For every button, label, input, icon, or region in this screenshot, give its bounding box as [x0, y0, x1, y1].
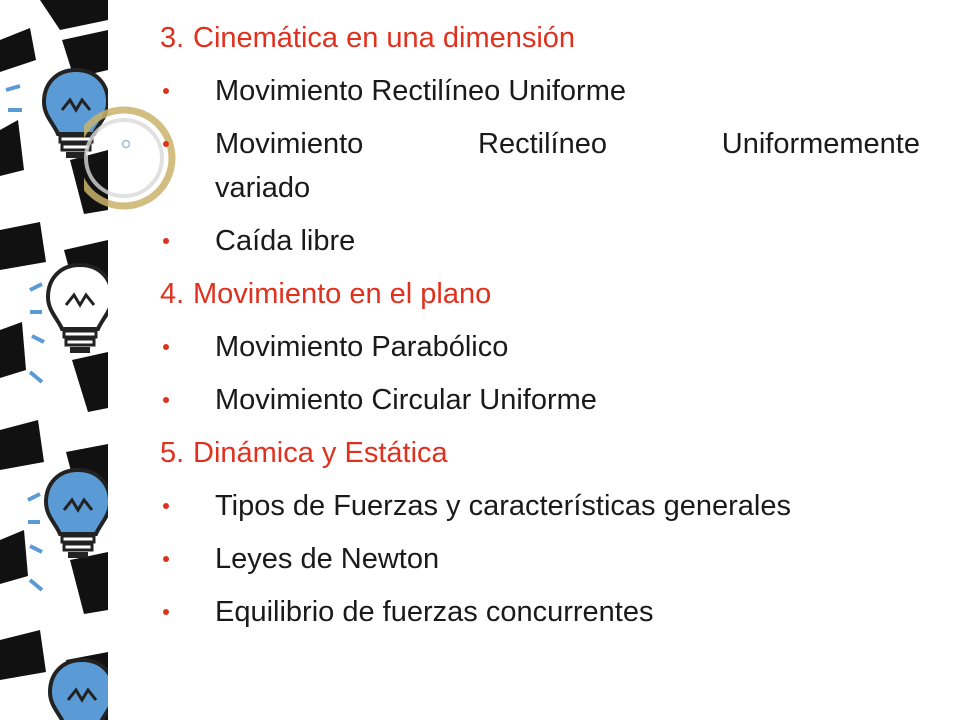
list-item-text-continued: variado — [215, 172, 311, 204]
list-item-text: Movimiento Parabólico — [215, 331, 509, 363]
list-item-text: Equilibrio de fuerzas concurrentes — [215, 596, 654, 628]
list-item — [160, 590, 920, 634]
list-item-word: Uniformemente — [721, 128, 920, 160]
section-title: Cinemática en una dimensión — [193, 22, 576, 54]
section-title: Dinámica y Estática — [193, 437, 448, 469]
list-item — [160, 378, 920, 422]
section-number: 5. — [160, 437, 185, 469]
bullet-icon — [163, 609, 169, 615]
bullet-icon — [163, 238, 169, 244]
bullet-icon — [163, 344, 169, 350]
bullet-icon — [163, 141, 169, 147]
list-item-word: Movimiento — [215, 128, 364, 160]
list-item-text — [215, 122, 920, 166]
list-item — [160, 537, 920, 581]
section-title: Movimiento en el plano — [193, 278, 492, 310]
list-item — [160, 484, 920, 528]
slide-content — [160, 16, 920, 643]
bullet-icon — [163, 556, 169, 562]
list-item-text: Leyes de Newton — [215, 543, 440, 575]
list-item — [160, 219, 920, 263]
list-item-text: Movimiento Rectilíneo Uniforme — [215, 75, 626, 107]
list-item-text: Movimiento Circular Uniforme — [215, 384, 597, 416]
bullet-icon — [163, 88, 169, 94]
list-item-text: Caída libre — [215, 225, 356, 257]
list-item — [160, 69, 920, 113]
list-item-text: Tipos de Fuerzas y características generales — [215, 490, 791, 522]
section-number: 4. — [160, 278, 185, 310]
bullet-icon — [163, 503, 169, 509]
section-heading — [160, 272, 920, 316]
section-heading — [160, 16, 920, 60]
list-item — [160, 325, 920, 369]
list-item-word: Rectilíneo — [478, 128, 607, 160]
bullet-icon — [163, 397, 169, 403]
section-heading — [160, 431, 920, 475]
list-item — [160, 122, 920, 210]
lightbulb-icon — [50, 660, 108, 720]
section-number: 3. — [160, 22, 185, 54]
